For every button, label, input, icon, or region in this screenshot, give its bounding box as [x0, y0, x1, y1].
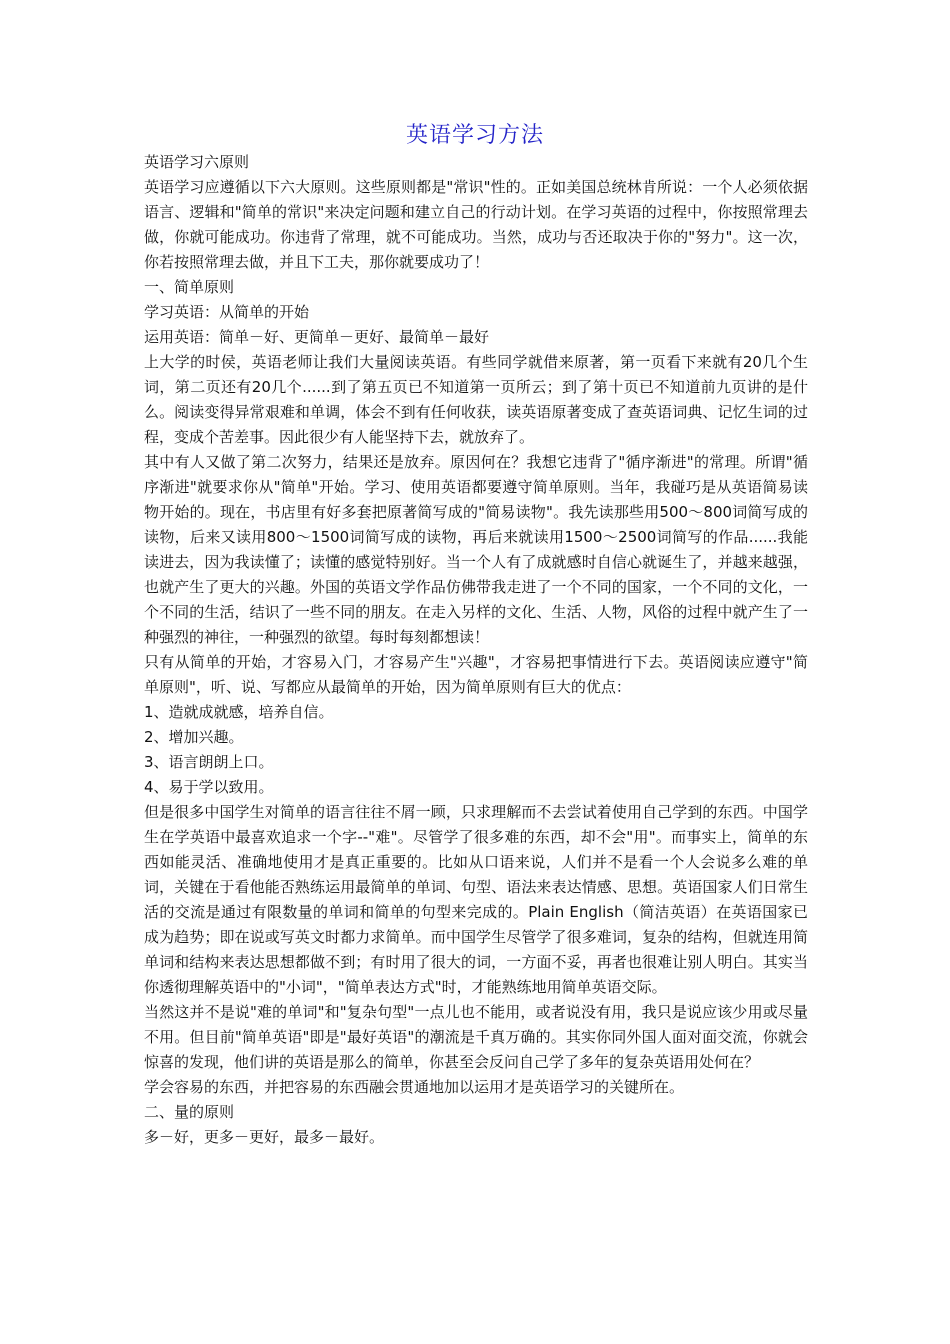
section-heading-simple-principle: 一、简单原则	[144, 278, 235, 296]
body-paragraph: 只有从简单的开始，才容易入门，才容易产生"兴趣"，才容易把事情进行下去。英语阅读应遵守"简单原则"，听、说、写都应从最简单的开始，因为简单原则有巨大的优点：	[144, 653, 808, 696]
subtitle: 英语学习六原则	[144, 153, 250, 171]
subheading-learning: 学习英语：从简单的开始	[144, 303, 310, 321]
document-body	[144, 150, 808, 1150]
subheading-using: 运用英语：简单－好、更简单－更好、最简单－最好	[144, 328, 490, 346]
list-item: 1、造就成就感，培养自信。	[144, 703, 334, 721]
list-item: 2、增加兴趣。	[144, 728, 244, 746]
body-paragraph: 但是很多中国学生对简单的语言往往不屑一顾，只求理解而不去尝试着使用自己学到的东西。中国学生在学英语中最喜欢追求一个字--"难"。尽管学了很多难的东西，却不会"用"。而事实上，简单的东西如能灵活、准确地使用才是真正重要的。比如从口语来说，人们并不是看一个人会说多么难的单词，关键在于看他能否熟练运用最简单的单词、句型、语法来表达情感、思想。英语国家人们日常生活的交流是通过有限数量的单词和简单的句型来完成的。Plain English（简洁英语）在英语国家已成为趋势；即在说或写英文时都力求简单。而中国学生尽管学了很多难词，复杂的结构，但就连用简单词和结构来表达思想都做不到；有时用了很大的词，一方面不妥，再者也很难让别人明白。其实当你透彻理解英语中的"小词"，"简单表达方式"时，才能熟练地用简单英语交际。	[144, 803, 808, 996]
body-paragraph: 多－好，更多－更好，最多－最好。	[144, 1128, 385, 1146]
list-item: 3、语言朗朗上口。	[144, 753, 274, 771]
body-paragraph: 上大学的时侯，英语老师让我们大量阅读英语。有些同学就借来原著，第一页看下来就有20几个生词，第二页还有20几个......到了第五页已不知道第一页所云；到了第十页已不知道前九页讲的是什么。阅读变得异常艰难和单调，体会不到有任何收获，读英语原著变成了查英语词典、记忆生词的过程，变成个苦差事。因此很少有人能坚持下去，就放弃了。	[144, 353, 808, 446]
section-heading-quantity-principle: 二、量的原则	[144, 1103, 235, 1121]
list-item: 4、易于学以致用。	[144, 778, 274, 796]
intro-paragraph: 英语学习应遵循以下六大原则。这些原则都是"常识"性的。正如美国总统林肯所说：一个人必须依据语言、逻辑和"简单的常识"来决定问题和建立自己的行动计划。在学习英语的过程中，你按照常理去做，你就可能成功。你违背了常理，就不可能成功。当然，成功与否还取决于你的"努力"。这一次，你若按照常理去做，并且下工夫，那你就要成功了！	[144, 178, 808, 271]
body-paragraph: 其中有人又做了第二次努力，结果还是放弃。原因何在？我想它违背了"循序渐进"的常理。所谓"循序渐进"就要求你从"简单"开始。学习、使用英语都要遵守简单原则。当年，我碰巧是从英语简易读物开始的。现在，书店里有好多套把原著简写成的"简易读物"。我先读那些用500～800词简写成的读物，后来又读用800～1500词简写成的读物，再后来就读用1500～2500词简写的作品......我能读进去，因为我读懂了；读懂的感觉特别好。当一个人有了成就感时自信心就诞生了，并越来越强，也就产生了更大的兴趣。外国的英语文学作品仿佛带我走进了一个不同的国家，一个不同的文化，一个不同的生活，结识了一些不同的朋友。在走入另样的文化、生活、人物，风俗的过程中就产生了一种强烈的神往，一种强烈的欲望。每时每刻都想读！	[144, 453, 808, 646]
body-paragraph: 当然这并不是说"难的单词"和"复杂句型"一点儿也不能用，或者说没有用，我只是说应该少用或尽量不用。但目前"简单英语"即是"最好英语"的潮流是千真万确的。其实你同外国人面对面交流，你就会惊喜的发现，他们讲的英语是那么的简单，你甚至会反问自己学了多年的复杂英语用处何在？	[144, 1003, 808, 1071]
body-paragraph: 学会容易的东西，并把容易的东西融会贯通地加以运用才是英语学习的关键所在。	[144, 1078, 685, 1096]
document-title: 英语学习方法	[405, 123, 544, 148]
